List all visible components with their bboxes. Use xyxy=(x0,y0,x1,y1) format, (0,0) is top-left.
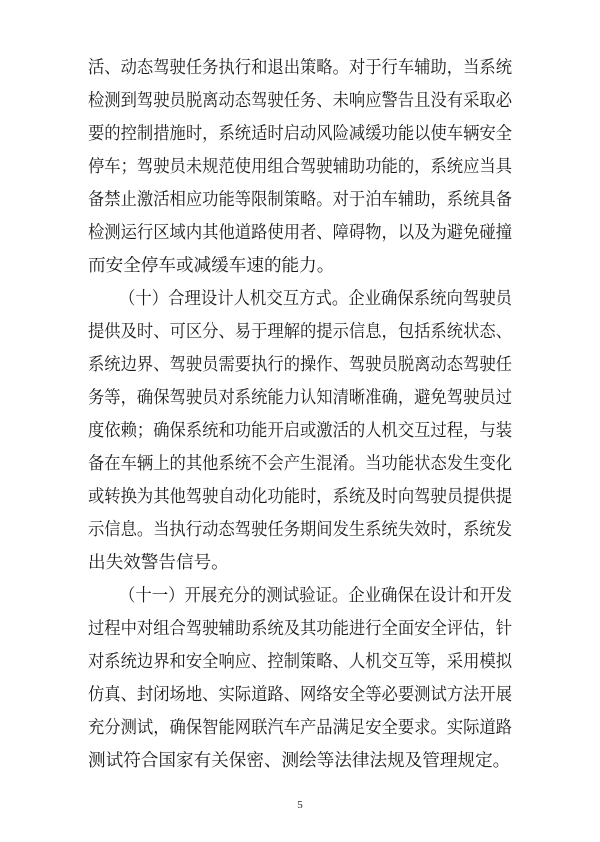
section-heading-line: （十）合理设计人机交互方式。企业确保系统向驾驶员 xyxy=(119,289,513,309)
line-text: 充分测试，确保智能网联汽车产品满足安全要求。实际道路 xyxy=(88,718,513,738)
line-text: 过程中对组合驾驶辅助系统及其功能进行全面安全评估，针 xyxy=(88,619,513,639)
line-text: 要的控制措施时，系统适时启动风险减缓功能以使车辆安全 xyxy=(88,124,513,144)
line-text: 备禁止激活相应功能等限制策略。对于泊车辅助，系统具备 xyxy=(88,190,513,210)
line-text: 提供及时、可区分、易于理解的提示信息，包括系统状态、 xyxy=(88,322,513,342)
line-text: 或转换为其他驾驶自动化功能时，系统及时向驾驶员提供提 xyxy=(88,487,513,507)
line-text: 度依赖；确保系统和功能开启或激活的人机交互过程，与装 xyxy=(88,421,513,441)
section-heading-line: （十一）开展充分的测试验证。企业确保在设计和开发 xyxy=(119,586,513,606)
line-text: 检测到驾驶员脱离动态驾驶任务、未响应警告且没有采取必 xyxy=(88,91,513,111)
line-text: 而安全停车或减缓车速的能力。 xyxy=(88,256,335,276)
line-text: 对系统边界和安全响应、控制策略、人机交互等，采用模拟 xyxy=(88,652,513,672)
line-text: 务等，确保驾驶员对系统能力认知清晰准确，避免驾驶员过 xyxy=(88,388,513,408)
line-text: 出失效警告信号。 xyxy=(88,553,229,573)
line-text: 检测运行区域内其他道路使用者、障碍物，以及为避免碰撞 xyxy=(88,223,513,243)
line-text: 系统边界、驾驶员需要执行的操作、驾驶员脱离动态驾驶任 xyxy=(88,355,513,375)
line-text: 停车；驾驶员未规范使用组合驾驶辅助功能的，系统应当具 xyxy=(88,157,513,177)
line-text: 活、动态驾驶任务执行和退出策略。对于行车辅助，当系统 xyxy=(88,58,513,78)
line-text: 示信息。当执行动态驾驶任务期间发生系统失效时，系统发 xyxy=(88,520,513,540)
line-text: 测试符合国家有关保密、测绘等法律法规及管理规定。 xyxy=(88,751,511,771)
line-text: 备在车辆上的其他系统不会产生混淆。当功能状态发生变化 xyxy=(88,454,513,474)
line-text: 仿真、封闭场地、实际道路、网络安全等必要测试方法开展 xyxy=(88,685,513,705)
page-number: 5 xyxy=(297,799,303,811)
